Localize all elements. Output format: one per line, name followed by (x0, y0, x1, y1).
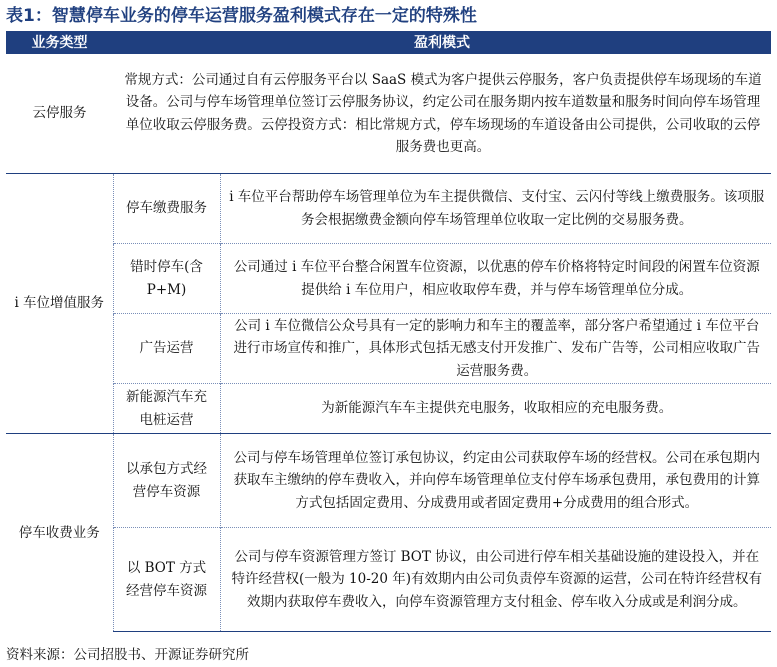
table-row-icar-offpeak (6, 244, 771, 314)
table-row-parking-bot (6, 528, 771, 632)
model-icar-ads: 公司 i 车位微信公众号具有一定的影响力和车主的覆盖率，部分客户希望通过 i 车位平台进行市场宣传和推广，具体形式包括无感支付开发推广、发布广告等，公司相应收取广告运营服务费。 (220, 314, 771, 384)
sub-parking-bot: 以 BOT 方式经营停车资源 (113, 528, 220, 632)
table-row-icar-payment (6, 174, 771, 244)
header-business-type: 业务类型 (6, 31, 113, 54)
table-row-icar-ads (6, 314, 771, 384)
header-profit-model: 盈利模式 (113, 31, 771, 54)
model-icar-offpeak: 公司通过 i 车位平台整合闲置车位资源，以优惠的停车价格将特定时间段的闲置车位资源提供给 i 车位用户，相应收取停车费，并与停车场管理单位分成。 (220, 244, 771, 314)
sub-parking-contract: 以承包方式经营停车资源 (113, 434, 220, 528)
sub-icar-payment: 停车缴费服务 (113, 174, 220, 244)
sub-icar-charging: 新能源汽车充电桩运营 (113, 384, 220, 434)
table-row-icar-charging (6, 384, 771, 434)
model-icar-charging: 为新能源汽车车主提供充电服务，收取相应的充电服务费。 (220, 384, 771, 434)
source-note: 资料来源：公司招股书、开源证券研究所 (6, 647, 249, 663)
profit-model-table (6, 31, 771, 632)
model-icar-payment: i 车位平台帮助停车场管理单位为车主提供微信、支付宝、云闪付等线上缴费服务。该项服务会根据缴费金额向停车场管理单位收取一定比例的交易服务费。 (220, 174, 771, 244)
model-cloud: 常规方式：公司通过自有云停服务平台以 SaaS 模式为客户提供云停服务，客户负责提供停车场现场的车道设备。公司与停车场管理单位签订云停服务协议，约定公司在服务期内按车道数量和服务时间向停车场管理单位收取云停服务费。云停投资方式：相比常规方式，停车场现场的车道设备由公司提供，公司收取的云停服务费也更高。 (113, 54, 771, 174)
model-parking-bot: 公司与停车资源管理方签订 BOT 协议，由公司进行停车相关基础设施的建设投入，并在特许经营权(一般为 10-20 年)有效期内由公司负责停车资源的运营，公司在特许经营权有效期内获取停车费收入，向停车资源管理方支付租金、停车收入分成或是利润分成。 (220, 528, 771, 632)
table-title: 表1：智慧停车业务的停车运营服务盈利模式存在一定的特殊性 (6, 6, 477, 26)
table-header-row (6, 31, 771, 54)
sub-icar-ads: 广告运营 (113, 314, 220, 384)
table-row-parking-contract (6, 434, 771, 528)
type-cloud: 云停服务 (6, 54, 113, 174)
sub-icar-offpeak: 错时停车(含P+M) (113, 244, 220, 314)
table-row-cloud (6, 54, 771, 174)
type-parking: 停车收费业务 (6, 434, 113, 632)
type-icar: i 车位增值服务 (6, 174, 113, 434)
model-parking-contract: 公司与停车场管理单位签订承包协议，约定由公司获取停车场的经营权。公司在承包期内获取车主缴纳的停车费收入，并向停车场管理单位支付停车场承包费用，承包费用的计算方式包括固定费用、分成费用或者固定费用+分成费用的组合形式。 (220, 434, 771, 528)
